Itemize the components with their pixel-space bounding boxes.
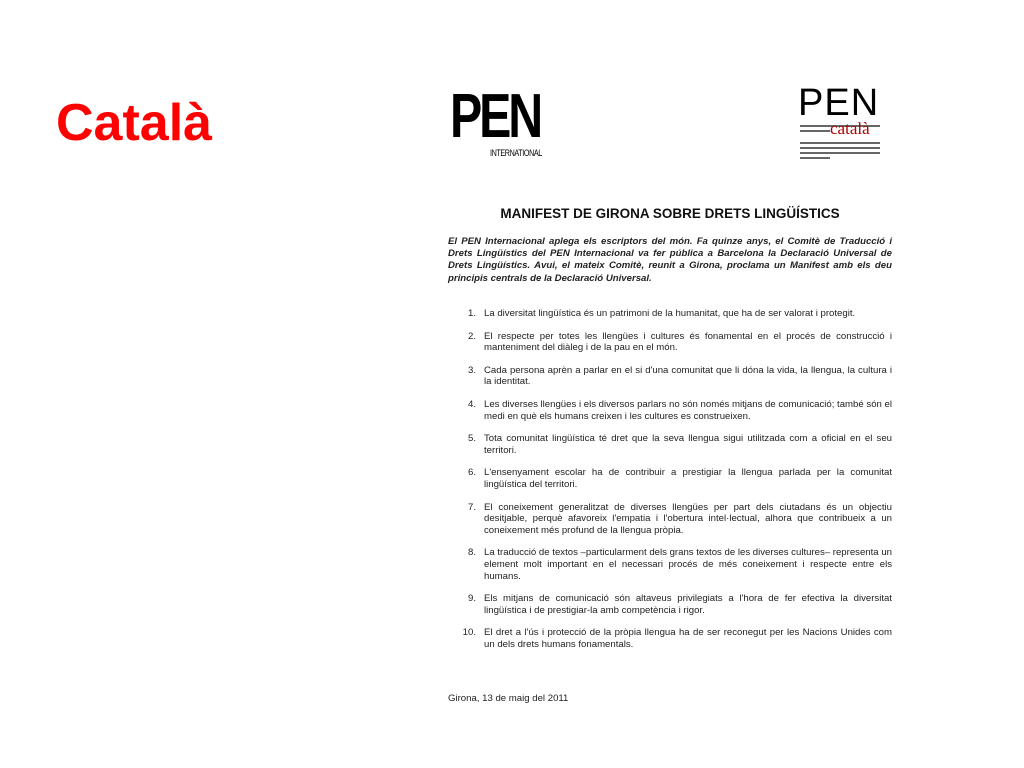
pen-catala-logo-sub: català [830, 119, 870, 138]
manifest-points-list [448, 308, 892, 661]
list-item [448, 467, 892, 490]
list-item [448, 399, 892, 422]
list-item [448, 308, 892, 320]
point-number: 7. [467, 501, 476, 513]
logo-fine-print-line [800, 147, 880, 149]
manifest-title: MANIFEST DE GIRONA SOBRE DRETS LINGÜÍSTICS [500, 206, 840, 221]
point-number: 5. [467, 433, 476, 445]
list-item [448, 331, 892, 354]
point-text: Cada persona aprèn a parlar en el si d'una comunitat que li dóna la vida, la llengua, la cultura i la identitat. [484, 364, 892, 388]
list-item [448, 593, 892, 616]
slide-title: Català [56, 94, 213, 152]
point-text: La diversitat lingüística és un patrimoni de la humanitat, que ha de ser valorat i protegit. [484, 308, 856, 319]
manifest-intro: El PEN Internacional aplega els escriptors del món. Fa quinze anys, el Comitè de Traducció i Drets Lingüístics del PEN Internacional va fer pública a Barcelona la Declaració Universal de Drets Lingüístics. Avui, el mateix Comitè, reunit a Girona, proclama un Manifest amb els deu principis centrals de la Declaració Universal. [448, 236, 892, 284]
point-number: 1. [467, 308, 476, 319]
point-text: La traducció de textos –particularment dels grans textos de les diverses cultures– representa un element molt important en el necessari procés de més coneixement i respecte entre els humans. [484, 547, 892, 582]
point-number: 8. [467, 547, 476, 559]
point-number: 2. [467, 330, 476, 342]
point-number: 6. [467, 467, 476, 479]
point-text: Els mitjans de comunicació són altaveus privilegiats a l'hora de fer efectiva la diversitat lingüística i de prestigiar-la amb competència i rigor. [484, 593, 892, 616]
point-number: 9. [467, 593, 476, 605]
list-item [448, 433, 892, 456]
list-item [448, 547, 892, 582]
point-text: Les diverses llengües i els diversos parlars no són només mitjans de comunicació; també són el medi en què els humans creixen i les cultures es construeixen. [484, 398, 892, 422]
logo-fine-print-line [800, 142, 880, 144]
list-item [448, 502, 892, 537]
point-number: 3. [467, 364, 476, 376]
list-item [448, 365, 892, 388]
point-text: El respecte per totes les llengües i cultures és fonamental en el procés de construcció i manteniment del diàleg i de la pau en el món. [484, 330, 892, 354]
logo-fine-print-line [800, 157, 830, 159]
point-number: 4. [467, 398, 476, 410]
pen-catala-logo-main: PEN [798, 82, 880, 124]
point-text: Tota comunitat lingüística té dret que la seva llengua sigui utilitzada com a oficial en el seu territori. [484, 433, 892, 456]
pen-catala-logo [798, 82, 888, 164]
point-number: 10. [462, 627, 476, 639]
pen-international-logo-main: PEN [450, 82, 541, 151]
point-text: L'ensenyament escolar ha de contribuir a prestigiar la llengua parlada per la comunitat lingüística del territori. [484, 467, 892, 490]
logo-fine-print-line [800, 130, 830, 132]
manifest-document [420, 70, 920, 720]
logo-fine-print-line [800, 152, 880, 154]
point-text: El dret a l'ús i protecció de la pròpia llengua ha de ser reconegut per les Nacions Unides com un dels drets humans fonamentals. [484, 627, 892, 650]
manifest-signature: Girona, 13 de maig del 2011 [448, 693, 569, 704]
list-item [448, 627, 892, 650]
pen-international-logo-sub: INTERNATIONAL [490, 148, 542, 158]
pen-international-logo [450, 82, 550, 162]
point-text: El coneixement generalitzat de diverses llengües per part dels ciutadans és un objectiu desitjable, perquè afavoreix l'empatia i l'obertura intel·lectual, alhora que contribueix a un coneixement més profund de la llengua pròpia. [484, 501, 892, 536]
